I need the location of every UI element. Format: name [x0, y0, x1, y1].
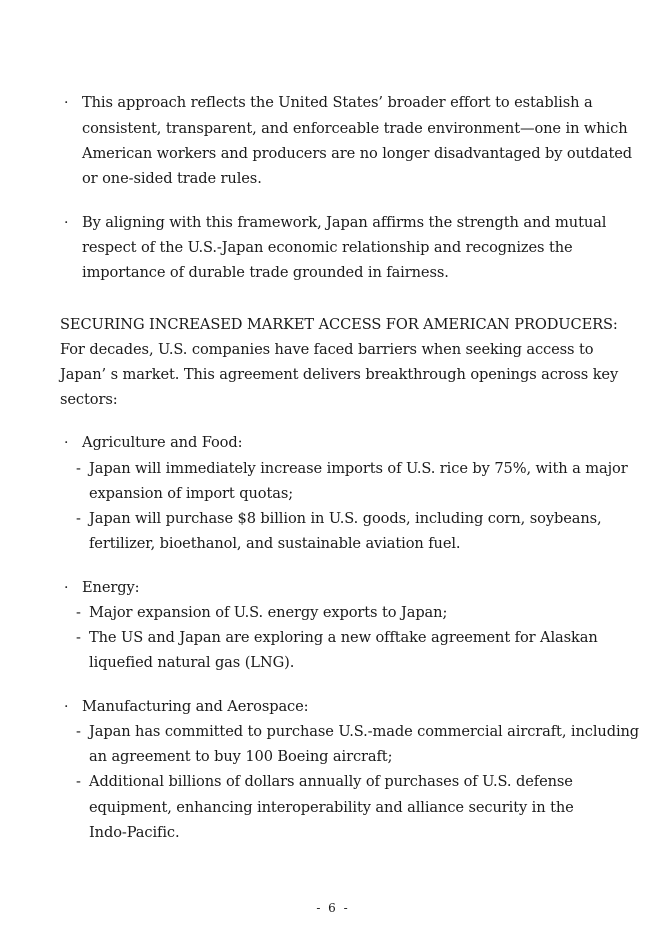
sector-item-line: liquefied natural gas (LNG). — [89, 654, 295, 671]
bullet-text-line: This approach reflects the United States’ broader effort to establish a — [82, 94, 593, 111]
dash-marker: - — [76, 460, 81, 477]
bullet-text-line: consistent, transparent, and enforceable trade environment—one in which — [82, 120, 628, 137]
dash-marker: - — [76, 604, 81, 621]
page-number: - 6 - — [316, 901, 350, 915]
dash-marker: - — [76, 629, 81, 646]
dash-marker: - — [76, 773, 81, 790]
sector-item-line: Japan has committed to purchase U.S.-made commercial aircraft, including — [89, 723, 640, 740]
section-intro-line: For decades, U.S. companies have faced barriers when seeking access to — [60, 341, 594, 358]
bullet-text-line: respect of the U.S.-Japan economic relationship and recognizes the — [82, 239, 573, 256]
sector-item-line: expansion of import quotas; — [89, 485, 294, 502]
section-intro-line: sectors: — [60, 391, 118, 408]
sector-item-line: Japan will immediately increase imports of U.S. rice by 75%, with a major — [89, 460, 628, 477]
sector-title: Manufacturing and Aerospace: — [82, 698, 309, 715]
sector-item-line: equipment, enhancing interoperability and alliance security in the — [89, 799, 574, 816]
bullet-marker: · — [64, 580, 69, 596]
section-intro-line: Japan’ s market. This agreement delivers breakthrough openings across key — [60, 366, 619, 383]
sector-item-line: Japan will purchase $8 billion in U.S. goods, including corn, soybeans, — [89, 510, 602, 527]
section-heading: SECURING INCREASED MARKET ACCESS FOR AMERICAN PRODUCERS: — [60, 316, 618, 333]
bullet-text-line: American workers and producers are no longer disadvantaged by outdated — [82, 145, 633, 162]
sector-item-line: an agreement to buy 100 Boeing aircraft; — [89, 748, 393, 765]
bullet-marker: · — [64, 215, 69, 231]
bullet-text-line: importance of durable trade grounded in fairness. — [82, 264, 449, 281]
bullet-marker: · — [64, 95, 69, 111]
sector-item-line: fertilizer, bioethanol, and sustainable aviation fuel. — [89, 535, 461, 552]
bullet-text-line: By aligning with this framework, Japan affirms the strength and mutual — [82, 214, 607, 231]
sector-item-line: The US and Japan are exploring a new offtake agreement for Alaskan — [89, 629, 598, 646]
dash-marker: - — [76, 510, 81, 527]
bullet-marker: · — [64, 699, 69, 715]
dash-marker: - — [76, 723, 81, 740]
sector-item-line: Major expansion of U.S. energy exports to Japan; — [89, 604, 448, 621]
sector-title: Energy: — [82, 579, 140, 596]
sector-item-line: Indo-Pacific. — [89, 824, 180, 841]
sector-title: Agriculture and Food: — [82, 434, 243, 451]
bullet-marker: · — [64, 435, 69, 451]
sector-item-line: Additional billions of dollars annually of purchases of U.S. defense — [89, 773, 573, 790]
bullet-text-line: or one-sided trade rules. — [82, 170, 262, 187]
